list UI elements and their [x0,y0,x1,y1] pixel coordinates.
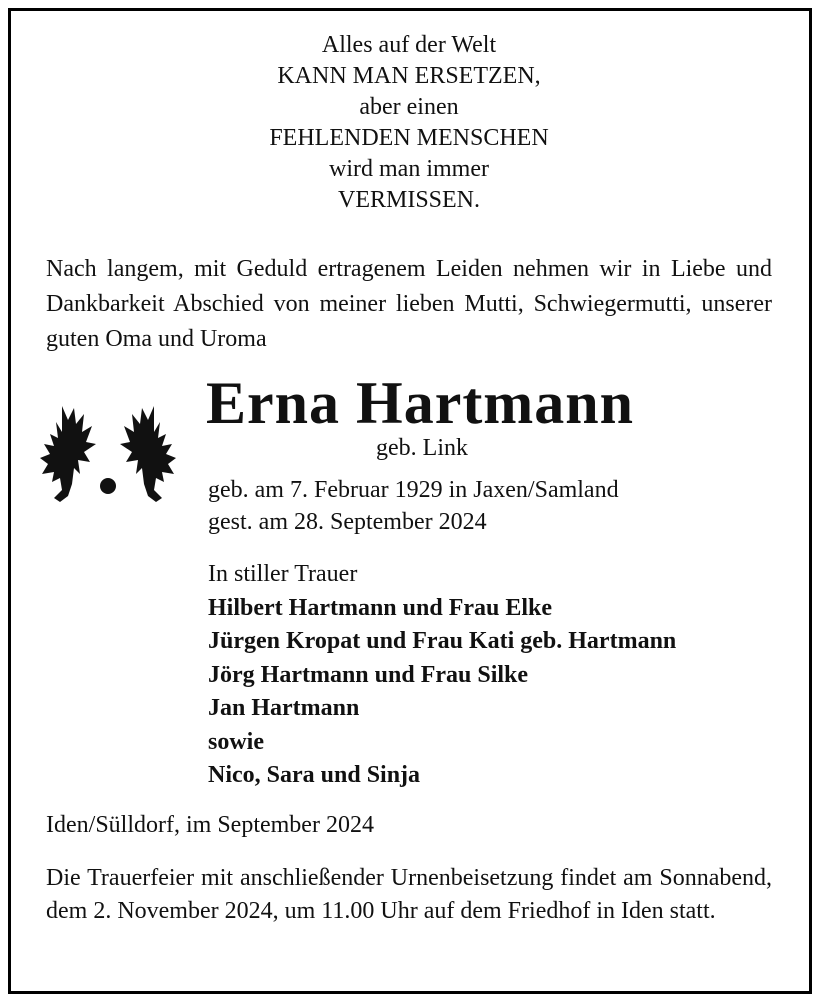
mourner-line: Hilbert Hartmann und Frau Elke [208,594,553,621]
poem [0,30,818,216]
mourner-line: Nico, Sara und Sinja [208,762,421,788]
poem-line: VERMISSEN. [337,187,481,213]
mourner-line: Jürgen Kropat und Frau Kati geb. Hartmann [208,628,677,654]
mourner-line: Jan Hartmann [208,695,360,721]
intro-paragraph: Nach langem, mit Geduld ertragenem Leiden nehmen wir in Liebe und Dankbarkeit Abschied von meiner lieben Mutti, Schwiegermutti, unserer guten Oma und Uroma [46,256,772,352]
place-date: Iden/Sülldorf, im September 2024 [46,812,374,838]
deceased-name: Erna Hartmann [206,370,635,436]
poem-line: Alles auf der Welt [321,32,497,58]
mourner-line: sowie [208,728,264,755]
mourners-heading: In stiller Trauer [208,561,358,587]
birth-line: geb. am 7. Februar 1929 in Jaxen/Samland [208,477,619,503]
poem-line: KANN MAN ERSETZEN, [277,63,541,89]
poem-line: wird man immer [329,156,489,182]
maiden-name: geb. Link [376,435,468,461]
poem-line: FEHLENDEN MENSCHEN [269,125,549,151]
life-dates [208,474,619,538]
elk-antlers-icon [38,402,178,506]
mourner-line: Jörg Hartmann und Frau Silke [208,661,529,688]
poem-line: aber einen [359,94,459,120]
death-line: gest. am 28. September 2024 [208,509,487,535]
ceremony-paragraph: Die Trauerfeier mit anschließender Urnenbeisetzung findet am Sonnabend, dem 2. November 2024, um 11.00 Uhr auf dem Friedhof in Iden statt. [46,865,772,924]
mourners-block [208,558,676,793]
